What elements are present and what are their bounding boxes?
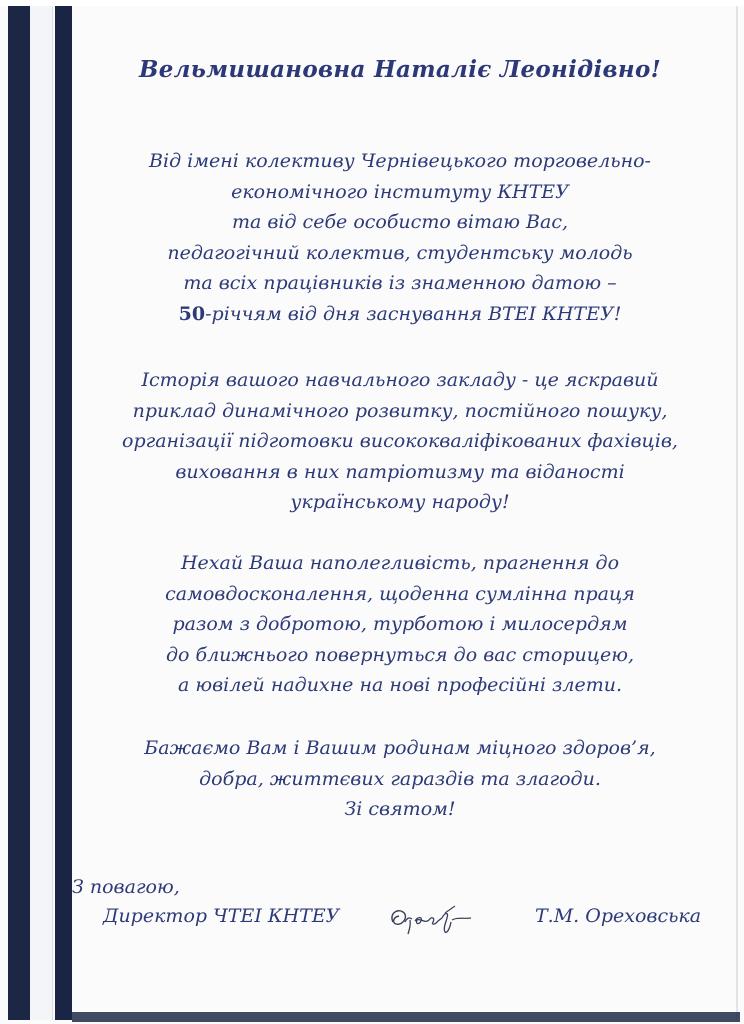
paragraph-line: та всіх працівників із знаменною датою – bbox=[183, 272, 617, 294]
paragraph-line: разом з добротою, турботою і милосердям bbox=[172, 613, 628, 635]
paragraph-history bbox=[80, 365, 720, 518]
director-title: Директор ЧТЕІ КНТЕУ bbox=[103, 905, 340, 927]
anniversary-line bbox=[80, 299, 720, 330]
paragraph-wishes bbox=[80, 548, 720, 701]
paragraph-line: Бажаємо Вам і Вашим родинам міцного здоров’я, bbox=[144, 737, 656, 759]
paragraph-line: Історія вашого навчального закладу - це яскравий bbox=[141, 369, 659, 391]
paragraph-line: самовдосконалення, щоденна сумлінна праця bbox=[165, 582, 635, 605]
paragraph-line: економічного інституту КНТЕУ bbox=[231, 180, 569, 203]
paragraph-line: Від імені колективу Чернівецького торговельно- bbox=[149, 150, 651, 172]
closing-phrase: З повагою, bbox=[72, 876, 180, 898]
binding-dark-edge bbox=[8, 6, 30, 1020]
paragraph-line: організації підготовки висококваліфікованих фахівців, bbox=[122, 430, 678, 452]
binding-bar bbox=[55, 6, 72, 1020]
paragraph-line: виховання в них патріотизму та віданості bbox=[175, 460, 625, 483]
paragraph-line: приклад динамічного розвитку, постійного пошуку, bbox=[132, 399, 668, 422]
sheet-right-edge bbox=[736, 6, 738, 1020]
paragraph-closing-wishes bbox=[80, 733, 720, 825]
paragraph-congratulation bbox=[80, 146, 720, 329]
paragraph-line: до ближнього повернуться до вас сторицею, bbox=[165, 643, 635, 666]
sheet-bottom-edge bbox=[72, 1012, 740, 1022]
anniversary-text: -річчям від дня заснування ВТЕІ КНТЕУ! bbox=[205, 302, 622, 325]
scan-top-margin bbox=[0, 0, 744, 6]
paragraph-line: Нехай Ваша наполегливість, прагнення до bbox=[180, 552, 620, 574]
greeting-heading: Вельмишановна Наталіє Леонідівно! bbox=[138, 56, 661, 83]
binding-light-strip bbox=[30, 6, 53, 1020]
paragraph-line: а ювілей надихне на нові професійні злети. bbox=[177, 674, 623, 696]
paragraph-line: та від себе особисто вітаю Вас, bbox=[231, 211, 569, 233]
paragraph-line: Зі святом! bbox=[344, 798, 456, 820]
paragraph-line: педагогічний колектив, студентську молодь bbox=[167, 241, 633, 264]
paragraph-line: добра, життєвих гараздів та злагоди. bbox=[199, 767, 601, 790]
anniversary-number: 50 bbox=[178, 302, 206, 325]
handwritten-signature bbox=[385, 898, 495, 938]
director-name: Т.М. Ореховська bbox=[535, 905, 702, 927]
paragraph-line: українському народу! bbox=[290, 491, 510, 513]
